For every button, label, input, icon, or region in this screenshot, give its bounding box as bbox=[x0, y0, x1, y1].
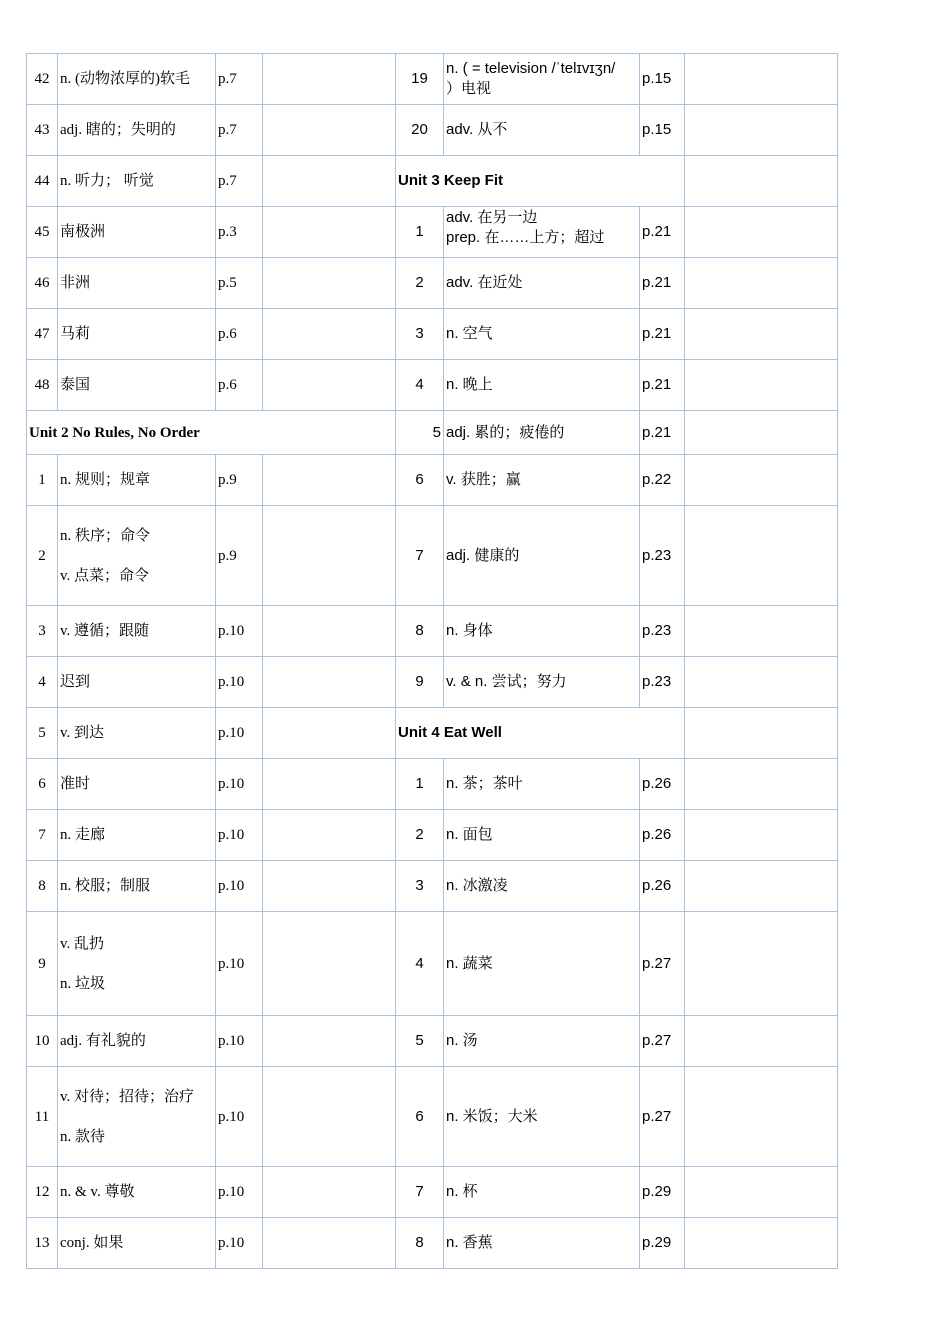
left-entry-page: p.10 bbox=[216, 1067, 263, 1167]
right-entry-meaning: adj. 累的；疲倦的 bbox=[444, 411, 640, 455]
table-row bbox=[27, 506, 838, 606]
table-row bbox=[27, 1067, 838, 1167]
right-entry-number: 1 bbox=[396, 759, 444, 810]
right-entry-page: p.26 bbox=[640, 810, 685, 861]
left-entry-page: p.10 bbox=[216, 1218, 263, 1269]
left-answer-cell bbox=[263, 455, 396, 506]
right-answer-cell bbox=[685, 455, 838, 506]
right-answer-cell bbox=[685, 1067, 838, 1167]
right-answer-cell bbox=[685, 657, 838, 708]
left-entry-page: p.5 bbox=[216, 258, 263, 309]
left-entry-number: 5 bbox=[27, 708, 58, 759]
right-entry-page: p.21 bbox=[640, 360, 685, 411]
left-entry-page: p.9 bbox=[216, 506, 263, 606]
right-entry-number: 4 bbox=[396, 912, 444, 1016]
table-row bbox=[27, 657, 838, 708]
right-entry-number: 5 bbox=[396, 411, 444, 455]
left-answer-cell bbox=[263, 309, 396, 360]
right-answer-cell bbox=[685, 105, 838, 156]
left-answer-cell bbox=[263, 810, 396, 861]
table-row bbox=[27, 105, 838, 156]
unit-3-heading: Unit 3 Keep Fit bbox=[396, 156, 685, 207]
right-entry-number: 3 bbox=[396, 309, 444, 360]
left-entry-page: p.6 bbox=[216, 360, 263, 411]
left-entry-page: p.10 bbox=[216, 606, 263, 657]
left-entry-number: 10 bbox=[27, 1016, 58, 1067]
left-entry-number: 42 bbox=[27, 54, 58, 105]
right-entry-number: 7 bbox=[396, 506, 444, 606]
left-entry-number: 11 bbox=[27, 1067, 58, 1167]
left-entry-number: 3 bbox=[27, 606, 58, 657]
table-row bbox=[27, 708, 838, 759]
right-entry-number: 1 bbox=[396, 207, 444, 258]
meaning-line: n. 垃圾 bbox=[60, 975, 106, 992]
left-answer-cell bbox=[263, 861, 396, 912]
vocabulary-table bbox=[26, 53, 838, 1269]
left-answer-cell bbox=[263, 506, 396, 606]
left-entry-meaning: 泰国 bbox=[58, 360, 216, 411]
meaning-line: n. 款待 bbox=[60, 1128, 106, 1145]
left-entry-number: 12 bbox=[27, 1167, 58, 1218]
table-row bbox=[27, 912, 838, 1016]
left-entry-page: p.9 bbox=[216, 455, 263, 506]
right-entry-number: 2 bbox=[396, 810, 444, 861]
left-entry-meaning: n. (动物浓厚的)软毛 bbox=[58, 54, 216, 105]
right-entry-meaning: adv. 从不 bbox=[444, 105, 640, 156]
right-answer-cell bbox=[685, 309, 838, 360]
right-entry-page: p.27 bbox=[640, 1016, 685, 1067]
left-answer-cell bbox=[263, 759, 396, 810]
meaning-line: n. ( = television /ˈtelɪvɪʒn/ bbox=[446, 60, 616, 77]
table-row bbox=[27, 1218, 838, 1269]
right-entry-page: p.15 bbox=[640, 105, 685, 156]
right-answer-cell bbox=[685, 912, 838, 1016]
left-answer-cell bbox=[263, 258, 396, 309]
right-entry-number: 7 bbox=[396, 1167, 444, 1218]
table-row bbox=[27, 606, 838, 657]
left-answer-cell bbox=[263, 1167, 396, 1218]
table-row bbox=[27, 1167, 838, 1218]
right-entry-meaning: n. 冰激凌 bbox=[444, 861, 640, 912]
right-entry-number: 5 bbox=[396, 1016, 444, 1067]
right-entry-meaning: n. 米饭；大米 bbox=[444, 1067, 640, 1167]
table-row bbox=[27, 207, 838, 258]
meaning-line: n. 秩序；命令 bbox=[60, 527, 151, 544]
right-answer-cell bbox=[685, 810, 838, 861]
line-gap bbox=[60, 1107, 213, 1127]
table-row bbox=[27, 360, 838, 411]
left-answer-cell bbox=[263, 606, 396, 657]
right-entry-page: p.27 bbox=[640, 912, 685, 1016]
right-answer-cell bbox=[685, 156, 838, 207]
left-entry-page: p.10 bbox=[216, 1016, 263, 1067]
unit-2-heading: Unit 2 No Rules, No Order bbox=[27, 411, 396, 455]
right-entry-number: 4 bbox=[396, 360, 444, 411]
right-entry-page: p.23 bbox=[640, 606, 685, 657]
left-entry-number: 43 bbox=[27, 105, 58, 156]
table-row bbox=[27, 258, 838, 309]
right-entry-page: p.21 bbox=[640, 411, 685, 455]
left-entry-meaning: n. 听力； 听觉 bbox=[58, 156, 216, 207]
left-entry-number: 9 bbox=[27, 912, 58, 1016]
table-row bbox=[27, 411, 838, 455]
left-answer-cell bbox=[263, 105, 396, 156]
left-entry-meaning bbox=[58, 506, 216, 606]
left-entry-page: p.7 bbox=[216, 54, 263, 105]
right-entry-meaning: adv. 在近处 bbox=[444, 258, 640, 309]
right-entry-number: 20 bbox=[396, 105, 444, 156]
meaning-line: v. 点菜；命令 bbox=[60, 567, 150, 584]
left-entry-meaning: adj. 瞎的；失明的 bbox=[58, 105, 216, 156]
right-answer-cell bbox=[685, 1016, 838, 1067]
right-entry-meaning: n. 面包 bbox=[444, 810, 640, 861]
right-entry-page: p.26 bbox=[640, 759, 685, 810]
left-entry-meaning: 非洲 bbox=[58, 258, 216, 309]
right-entry-page: p.21 bbox=[640, 258, 685, 309]
left-entry-meaning: 马莉 bbox=[58, 309, 216, 360]
right-entry-page: p.27 bbox=[640, 1067, 685, 1167]
right-answer-cell bbox=[685, 861, 838, 912]
left-entry-meaning bbox=[58, 1067, 216, 1167]
right-entry-meaning: n. 空气 bbox=[444, 309, 640, 360]
table-row bbox=[27, 861, 838, 912]
right-entry-number: 8 bbox=[396, 1218, 444, 1269]
right-answer-cell bbox=[685, 606, 838, 657]
meaning-line: ）电视 bbox=[446, 80, 492, 97]
right-answer-cell bbox=[685, 506, 838, 606]
left-answer-cell bbox=[263, 360, 396, 411]
left-answer-cell bbox=[263, 912, 396, 1016]
right-entry-meaning: n. 汤 bbox=[444, 1016, 640, 1067]
vocabulary-table-body bbox=[27, 54, 838, 1269]
table-row bbox=[27, 54, 838, 105]
right-entry-page: p.26 bbox=[640, 861, 685, 912]
left-entry-meaning: v. 遵循；跟随 bbox=[58, 606, 216, 657]
right-entry-meaning: v. & n. 尝试；努力 bbox=[444, 657, 640, 708]
left-entry-page: p.7 bbox=[216, 156, 263, 207]
left-answer-cell bbox=[263, 1218, 396, 1269]
left-entry-meaning: 准时 bbox=[58, 759, 216, 810]
left-entry-page: p.10 bbox=[216, 912, 263, 1016]
left-entry-number: 1 bbox=[27, 455, 58, 506]
right-entry-page: p.23 bbox=[640, 657, 685, 708]
right-entry-meaning: n. 茶；茶叶 bbox=[444, 759, 640, 810]
right-entry-meaning: v. 获胜；赢 bbox=[444, 455, 640, 506]
right-entry-number: 19 bbox=[396, 54, 444, 105]
left-entry-meaning: conj. 如果 bbox=[58, 1218, 216, 1269]
table-row bbox=[27, 455, 838, 506]
right-answer-cell bbox=[685, 708, 838, 759]
right-entry-page: p.21 bbox=[640, 309, 685, 360]
left-entry-number: 7 bbox=[27, 810, 58, 861]
right-answer-cell bbox=[685, 1167, 838, 1218]
right-entry-number: 6 bbox=[396, 1067, 444, 1167]
right-entry-meaning: n. 晚上 bbox=[444, 360, 640, 411]
left-entry-page: p.7 bbox=[216, 105, 263, 156]
right-entry-page: p.23 bbox=[640, 506, 685, 606]
left-answer-cell bbox=[263, 207, 396, 258]
table-row bbox=[27, 309, 838, 360]
left-entry-meaning: n. 规则；规章 bbox=[58, 455, 216, 506]
left-entry-page: p.6 bbox=[216, 309, 263, 360]
left-entry-page: p.10 bbox=[216, 759, 263, 810]
left-answer-cell bbox=[263, 54, 396, 105]
left-entry-meaning: 南极洲 bbox=[58, 207, 216, 258]
right-entry-number: 2 bbox=[396, 258, 444, 309]
left-entry-number: 13 bbox=[27, 1218, 58, 1269]
left-entry-number: 8 bbox=[27, 861, 58, 912]
right-entry-page: p.21 bbox=[640, 207, 685, 258]
table-row bbox=[27, 759, 838, 810]
left-entry-page: p.10 bbox=[216, 708, 263, 759]
right-entry-page: p.15 bbox=[640, 54, 685, 105]
left-entry-meaning: n. 走廊 bbox=[58, 810, 216, 861]
left-entry-meaning: n. & v. 尊敬 bbox=[58, 1167, 216, 1218]
left-entry-number: 44 bbox=[27, 156, 58, 207]
vocabulary-sheet bbox=[26, 53, 838, 1269]
left-entry-page: p.10 bbox=[216, 657, 263, 708]
left-answer-cell bbox=[263, 1067, 396, 1167]
table-row bbox=[27, 156, 838, 207]
meaning-line: prep. 在……上方；超过 bbox=[446, 229, 605, 246]
right-answer-cell bbox=[685, 411, 838, 455]
right-answer-cell bbox=[685, 360, 838, 411]
line-gap bbox=[60, 546, 213, 566]
left-entry-page: p.10 bbox=[216, 861, 263, 912]
left-entry-number: 45 bbox=[27, 207, 58, 258]
left-answer-cell bbox=[263, 156, 396, 207]
left-entry-meaning bbox=[58, 912, 216, 1016]
meaning-line: v. 乱扔 bbox=[60, 935, 105, 952]
left-answer-cell bbox=[263, 1016, 396, 1067]
right-answer-cell bbox=[685, 1218, 838, 1269]
line-gap bbox=[60, 954, 213, 974]
right-entry-page: p.29 bbox=[640, 1218, 685, 1269]
left-entry-number: 6 bbox=[27, 759, 58, 810]
meaning-line: adv. 在另一边 bbox=[446, 209, 538, 226]
right-entry-number: 8 bbox=[396, 606, 444, 657]
left-entry-meaning: v. 到达 bbox=[58, 708, 216, 759]
right-entry-number: 6 bbox=[396, 455, 444, 506]
right-entry-number: 9 bbox=[396, 657, 444, 708]
right-answer-cell bbox=[685, 759, 838, 810]
right-answer-cell bbox=[685, 207, 838, 258]
right-entry-meaning bbox=[444, 54, 640, 105]
right-entry-number: 3 bbox=[396, 861, 444, 912]
right-entry-page: p.22 bbox=[640, 455, 685, 506]
table-row bbox=[27, 1016, 838, 1067]
left-entry-number: 47 bbox=[27, 309, 58, 360]
left-entry-page: p.3 bbox=[216, 207, 263, 258]
meaning-line: v. 对待；招待；治疗 bbox=[60, 1088, 195, 1105]
left-entry-number: 2 bbox=[27, 506, 58, 606]
right-answer-cell bbox=[685, 258, 838, 309]
left-entry-number: 46 bbox=[27, 258, 58, 309]
left-answer-cell bbox=[263, 708, 396, 759]
right-entry-page: p.29 bbox=[640, 1167, 685, 1218]
right-entry-meaning bbox=[444, 207, 640, 258]
left-entry-number: 48 bbox=[27, 360, 58, 411]
right-entry-meaning: n. 杯 bbox=[444, 1167, 640, 1218]
right-entry-meaning: n. 蔬菜 bbox=[444, 912, 640, 1016]
table-row bbox=[27, 810, 838, 861]
right-answer-cell bbox=[685, 54, 838, 105]
left-entry-page: p.10 bbox=[216, 810, 263, 861]
right-entry-meaning: n. 身体 bbox=[444, 606, 640, 657]
right-entry-meaning: adj. 健康的 bbox=[444, 506, 640, 606]
meaning-clip bbox=[446, 208, 637, 256]
left-answer-cell bbox=[263, 657, 396, 708]
unit-4-heading: Unit 4 Eat Well bbox=[396, 708, 685, 759]
left-entry-meaning: adj. 有礼貌的 bbox=[58, 1016, 216, 1067]
right-entry-meaning: n. 香蕉 bbox=[444, 1218, 640, 1269]
left-entry-number: 4 bbox=[27, 657, 58, 708]
left-entry-page: p.10 bbox=[216, 1167, 263, 1218]
left-entry-meaning: 迟到 bbox=[58, 657, 216, 708]
left-entry-meaning: n. 校服；制服 bbox=[58, 861, 216, 912]
